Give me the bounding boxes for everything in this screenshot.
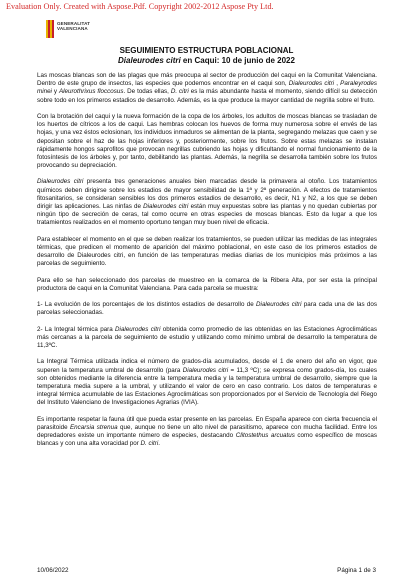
body-paragraph xyxy=(37,416,377,449)
body-paragraph xyxy=(37,72,377,105)
paragraph-text: Las moscas blancas son de las plagas que más preocupa al sector de producción del caqui en la Comunitat Valenciana. Dentro de este grupo de insectos, las especies que podemos encontrar en el caqui son, xyxy=(37,72,377,88)
logo-line-2: VALENCIANA xyxy=(57,26,88,32)
paragraph-text: = 11,3 ºC); se expresa como grados-día, los cuales son obtenidos mediante la diferencia entre la temperatura media y la temperatura umbral de desarrollo, siempre que la temperatura media supere a la umbral, y utilizando el valor de cero en caso contrario. Los datos de temperaturas e integral térmica acumulable de las Estaciones Agroclimáticas son proporcionados por el Servicio de Tecnología del Riego del Instituto Valenciano de Investigaciones Agrarias (IVIA). xyxy=(37,366,377,407)
document-body xyxy=(37,72,377,457)
italic-term: Dialeurodes citri xyxy=(115,325,161,333)
footer-page-number: Página 1 de 3 xyxy=(337,567,376,574)
paragraph-text: Es importante respetar la fauna útil que pueda estar presente en las parcelas. En España aparece con cierta frecuencia el parasitoide xyxy=(37,415,377,431)
paragraph-text: 2- La Integral térmica para xyxy=(37,325,116,333)
logo-text xyxy=(57,21,90,32)
paragraph-text: y xyxy=(51,88,59,96)
italic-term: Dialeurodes citri xyxy=(288,80,335,88)
italic-term: Dialeurodes citri xyxy=(143,203,189,211)
paragraph-text: Para ello se han seleccionado dos parcelas de muestreo en la comarca de la Ribera Alta, por ser esta la principal productora de caqui en la Comunitat Valenciana. Para cada parcela se muestra: xyxy=(37,276,377,292)
paragraph-text: Con la brotación del caqui y la nueva formación de la copa de los árboles, los adultos de moscas blancas se trasladan de los huertos de cítricos a los de caqui. Las hembras colocan los huevos de forma muy numerosa sobre el envés de las hojas, y una vez éstos eclosionan, los individuos inmaduros se alimentan de la planta, segregando melazas que caen y se depositan sobre el haz de las hojas inferiores y, posteriormente, sobre los frutos. Sobre estas melazas se instalan rápidamente hongos saprofitos que provocan negrillas cubriendo las hojas y dificultando el normal funcionamiento de la fotosíntesis de los árboles y, por tanto, debilitando las plantas. Además, la negrilla se desarrolla también sobre los frutos provocando su depreciación. xyxy=(37,112,377,170)
italic-term: Encarsia strenua xyxy=(70,423,118,431)
logo-stripes-icon xyxy=(46,20,54,38)
logo-line-1: GENERALITAT xyxy=(57,21,91,26)
document-header xyxy=(0,46,413,66)
paragraph-text: Para establecer el momento en el que se deben realizar los tratamientos, se pueden utilizar las medidas de las integrales térmicas, que predicen el momento de aparición del máximo poblacional, en este caso de los primeros estadios de desarrollo de Dialeurodes citri, en función de las temperaturas medias diarias de los municipios más próximos a las parcelas de seguimiento. xyxy=(37,235,377,268)
paragraph-text: presenta tres generaciones anuales bien marcadas desde la primavera al otoño. Los tratamientos químicos deben dirigirse sobre los estadios de mayor sensibilidad de la 1ª y 2ª generación. A efectos de tratamientos fitosanitarios, se consideran sensibles los dos primeros estadios de desarrollo, es decir, N1 y N2, a los que se deben dirigir las aplicaciones. Las ninfas de xyxy=(37,178,377,211)
italic-term: Dialeurodes citri xyxy=(182,366,229,374)
generalitat-logo xyxy=(46,18,106,40)
document-title: SEGUIMIENTO ESTRUCTURA POBLACIONAL xyxy=(119,46,294,55)
italic-term: Paraleyrodes minei xyxy=(37,80,377,96)
subtitle-date: en Caqui: 10 de junio de 2022 xyxy=(180,56,295,65)
paragraph-text: que, aunque no tiene un alto nivel de parasitismo, aparece con mucha facilidad. Entre los depredadores existe un importante número de especies, destacando xyxy=(37,423,377,440)
paragraph-text: . De todas ellas, xyxy=(123,88,171,96)
paragraph-text: obtenida como promedio de las obtenidas en las Estaciones Agroclimáticas más cercanas a la parcela de seguimiento de estudio y utilizando como mínimo umbral de desarrollo la temperatura de 11,3ºC. xyxy=(37,325,378,350)
italic-term: Clitostethus arcuatus xyxy=(235,432,295,440)
italic-term: Dialeurodes citri xyxy=(256,301,302,309)
body-paragraph xyxy=(37,113,377,170)
body-paragraph xyxy=(37,326,377,351)
body-paragraph xyxy=(37,178,377,227)
subtitle-species: Dialeurodes citri xyxy=(118,56,181,65)
italic-term: D. citri xyxy=(170,88,189,96)
italic-term: Aleurothrixus floccosus xyxy=(58,88,124,96)
watermark-text: Evaluation Only. Created with Aspose.Pdf. Copyright 2002-2012 Aspose Pty Ltd. xyxy=(6,2,274,11)
body-paragraph xyxy=(37,277,377,293)
paragraph-text: , xyxy=(334,80,341,88)
paragraph-text: como específico de moscas blancas y con una alta voracidad por xyxy=(37,432,377,448)
document-subtitle xyxy=(0,56,413,66)
body-paragraph xyxy=(37,301,377,317)
italic-term: Dialeurodes citri xyxy=(37,178,84,186)
paragraph-text: es la más abundante hasta el momento, siendo difícil su detección sobre todo en los primeros estadios de desarrollo. Además, es la que produce la mayor cantidad de negrilla sobre el fruto. xyxy=(37,88,377,104)
paragraph-text: La Integral Térmica utilizada indica el número de grados-día acumulados, desde el 1 de enero del año en vigor, que superen la temperatura umbral de desarrollo (para xyxy=(37,358,377,374)
paragraph-text: . xyxy=(158,440,161,448)
paragraph-text: 1- La evolución de los porcentajes de los distintos estadios de desarrollo de xyxy=(37,301,257,309)
footer-date: 10/06/2022 xyxy=(37,567,69,574)
paragraph-text: están muy expuestas sobre las plantas y no quedan cubiertas por ningún tipo de secreción de ceras, tal como ocurre en otras especies de moscas blancas. Esto da lugar a que los tratamientos realizados en el momento oportuno tengan muy buen nivel de eficacia. xyxy=(37,203,378,227)
paragraph-text: para cada una de las dos parcelas seleccionadas. xyxy=(37,301,377,317)
body-paragraph xyxy=(37,236,377,269)
italic-term: D. citri xyxy=(140,440,159,448)
body-paragraph xyxy=(37,358,377,407)
